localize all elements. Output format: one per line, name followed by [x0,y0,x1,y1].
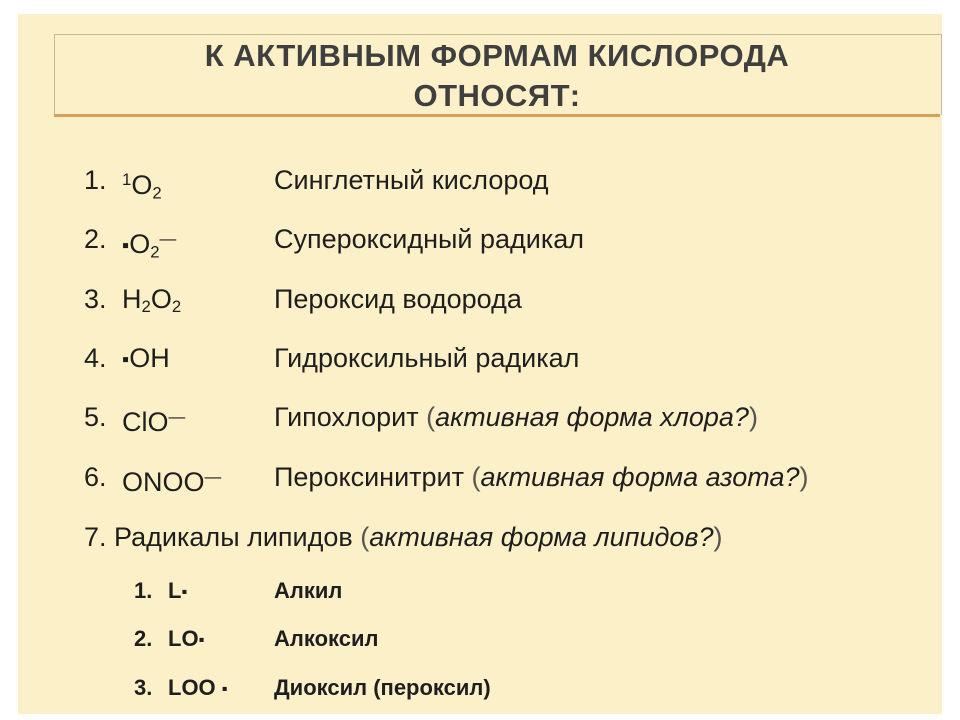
title-line-2: ОТНОСЯТ: [413,78,581,113]
item-name: Пероксид водорода [274,284,522,314]
sub-item-number: 2. [134,626,153,651]
item-formula: ▪OH [122,343,170,373]
item-formula: ONOO— [122,467,222,498]
sub-item-formula: LOO ▪ [168,675,228,700]
sub-item-formula: LO▪ [168,626,205,651]
sub-item-name: Диоксил (пероксил) [274,675,491,700]
item-name: Супероксидный радикал [274,224,585,254]
item-name: Гидроксильный радикал [274,343,580,373]
item-note: активная форма липидов? [369,522,714,552]
slide-title [54,36,940,116]
item-name: Гипохлорит (активная форма хлора?) [274,402,758,432]
item-name: Пероксинитрит (активная форма азота?) [274,462,809,492]
item-formula: $▪O_2^—$ [122,229,177,262]
sub-item-name: Алкил [274,578,343,603]
item-formula: $^1O_2$ [122,170,162,203]
item-number: 5. [84,402,107,432]
item-number: 6. [84,462,107,492]
item-number: 3. [84,284,107,314]
item-formula: ClO— [122,407,186,438]
sub-item-number: 1. [134,578,153,603]
sub-item-name: Алкоксил [274,626,379,651]
item-number: 7. [84,522,107,552]
item-number: 4. [84,343,107,373]
sub-item-number: 3. [134,675,153,700]
item-note: активная форма хлора? [435,402,749,432]
item-note: активная форма азота? [480,462,800,492]
item-formula: $H_2O_2$ [122,284,182,317]
sub-item-formula: L▪ [168,578,188,603]
item-number: 2. [84,224,107,254]
item-name: Синглетный кислород [274,165,549,195]
item-text: Радикалы липидов [114,522,353,552]
list-item-7: 7. Радикалы липидов (активная форма липидов?) [84,522,723,552]
item-number: 1. [84,165,107,195]
title-line-1: К АКТИВНЫМ ФОРМАМ КИСЛОРОДА [204,38,790,73]
